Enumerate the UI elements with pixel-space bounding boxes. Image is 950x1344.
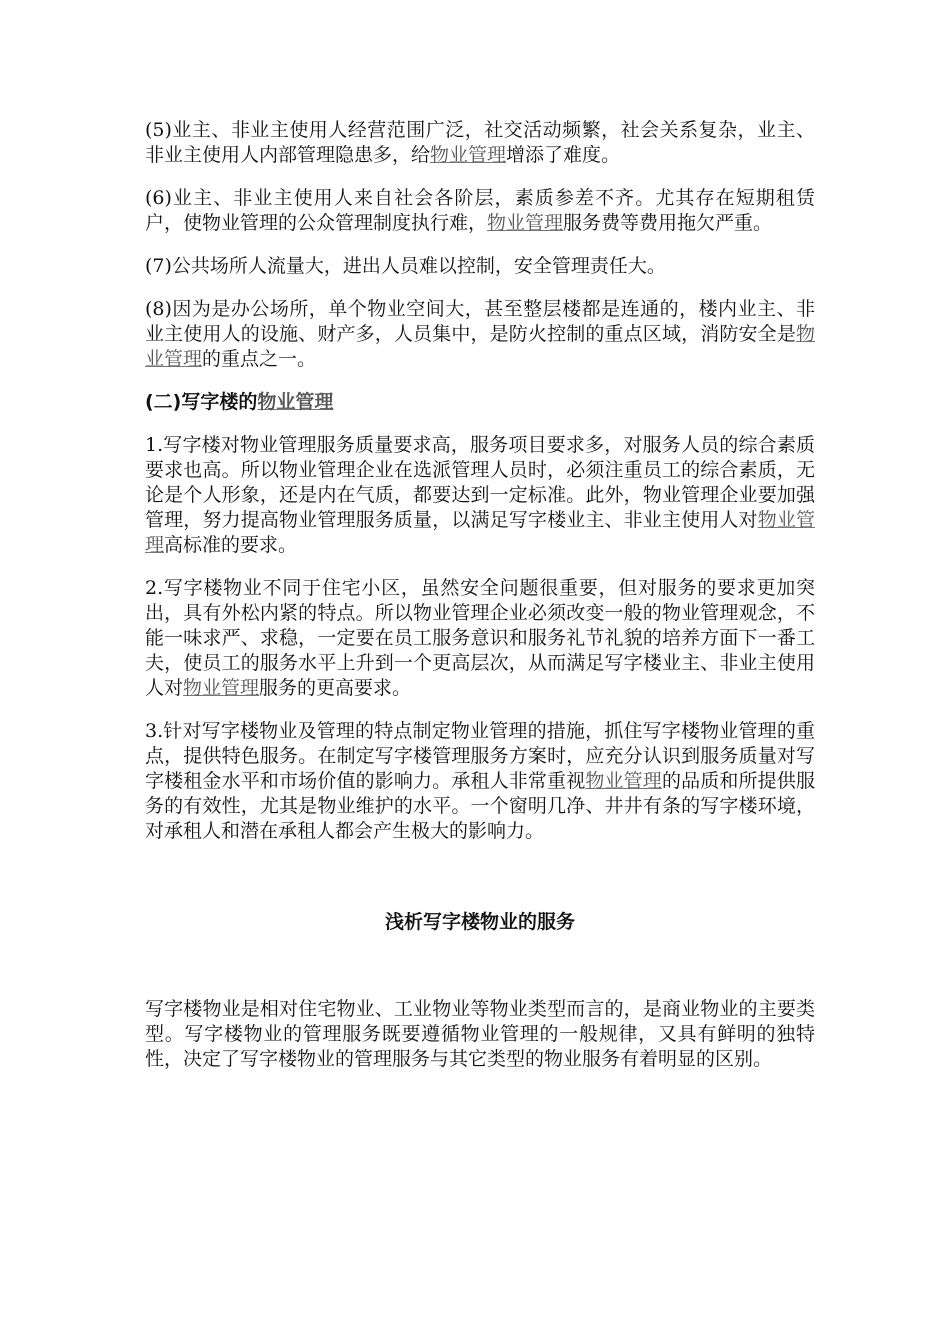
paragraph-6: (6)业主、非业主使用人来自社会各阶层，素质参差不齐。尤其存在短期租赁户，使物业管理的公众管理制度执行难，物业管理服务费等费用拖欠严重。 xyxy=(145,187,815,234)
property-management-link[interactable]: 物业管理 xyxy=(430,144,507,166)
paragraph-8: (8)因为是办公场所，单个物业空间大，甚至整层楼都是连通的，楼内业主、非业主使用人的设施、财产多，人员集中，是防火控制的重点区域，消防安全是物业管理的重点之一。 xyxy=(145,298,815,370)
property-management-link[interactable]: 物业管理 xyxy=(145,509,815,556)
list-item-3: 3.针对写字楼物业及管理的特点制定物业管理的措施，抓住写字楼物业管理的重点，提供特色服务。在制定写字楼管理服务方案时，应充分认识到服务质量对写字楼租金水平和市场价值的影响力。承租人非常重视物业管理的品质和所提供服务的有效性，尤其是物业维护的水平。一个窗明几净、井井有条的写字楼环境，对承租人和潜在承租人都会产生极大的影响力。 xyxy=(145,720,815,842)
document-page xyxy=(145,118,815,1090)
property-management-link[interactable]: 物业管理 xyxy=(183,677,260,699)
property-management-link[interactable]: 物业管理 xyxy=(585,770,662,792)
list-item-1: 1.写字楼对物业管理服务质量要求高，服务项目要求多，对服务人员的综合素质要求也高。所以物业管理企业在选派管理人员时，必须注重员工的综合素质，无论是个人形象，还是内在气质，都要达到一定标准。此外，物业管理企业要加强管理，努力提高物业管理服务质量，以满足写字楼业主、非业主使用人对物业管理高标准的要求。 xyxy=(145,434,815,556)
paragraph-7: (7)公共场所人流量大，进出人员难以控制，安全管理责任大。 xyxy=(145,255,666,277)
property-management-link[interactable]: 物业管理 xyxy=(257,391,334,413)
paragraph-5: (5)业主、非业主使用人经营范围广泛，社交活动频繁，社会关系复杂，业主、非业主使用人内部管理隐患多，给物业管理增添了难度。 xyxy=(145,119,815,166)
section-heading: (二)写字楼的物业管理 xyxy=(145,391,334,413)
list-item-2: 2.写字楼物业不同于住宅小区，虽然安全问题很重要，但对服务的要求更加突出，具有外松内紧的特点。所以物业管理企业必须改变一般的物业管理观念，不能一味求严、求稳，一定要在员工服务意识和服务礼节礼貌的培养方面下一番工夫，使员工的服务水平上升到一个更高层次，从而满足写字楼业主、非业主使用人对物业管理服务的更高要求。 xyxy=(145,577,815,699)
intro-paragraph: 写字楼物业是相对住宅物业、工业物业等物业类型而言的，是商业物业的主要类型。写字楼物业的管理服务既要遵循物业管理的一般规律，又具有鲜明的独特性，决定了写字楼物业的管理服务与其它类型的物业服务有着明显的区别。 xyxy=(145,998,815,1070)
property-management-link[interactable]: 物业管理 xyxy=(487,212,564,234)
article-title: 浅析写字楼物业的服务 xyxy=(384,911,575,933)
property-management-link[interactable]: 物业管理 xyxy=(145,323,815,370)
